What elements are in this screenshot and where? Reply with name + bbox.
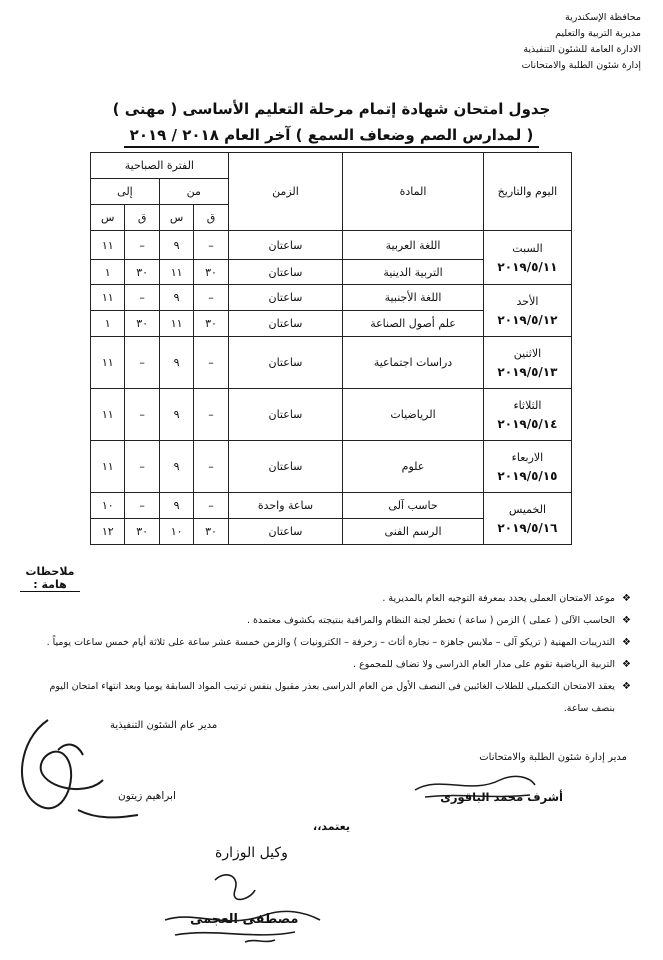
table-row xyxy=(91,231,572,260)
from-hour-cell: ٩ xyxy=(159,493,193,519)
day-date: ٢٠١٩/٥/١١ xyxy=(497,259,558,274)
from-minute-cell: ٣٠ xyxy=(194,260,228,285)
header-line-general-admin: الادارة العامة للشئون التنفيذية xyxy=(523,44,641,55)
day-cell xyxy=(483,441,571,493)
subject-cell: الرياضيات xyxy=(343,389,484,441)
to-minute-cell: – xyxy=(125,231,159,260)
duration-cell: ساعتان xyxy=(228,441,342,493)
table-row xyxy=(91,389,572,441)
duration-cell: ساعتان xyxy=(228,337,342,389)
deputy-minister-name: مصطفى العجمى xyxy=(190,912,299,927)
table-row xyxy=(91,285,572,311)
list-item xyxy=(31,654,631,676)
from-hour-cell: ١٠ xyxy=(159,519,193,545)
to-minute-cell: – xyxy=(125,337,159,389)
right-signatory-name: أشرف محمد الباقورى xyxy=(440,790,563,804)
from-minute-cell: ٣٠ xyxy=(194,519,228,545)
right-signatory-title: مدير إدارة شئون الطلبة والامتحانات xyxy=(479,752,627,763)
day-date: ٢٠١٩/٥/١٤ xyxy=(497,416,558,431)
duration-cell: ساعتان xyxy=(228,260,342,285)
to-minute-cell: ٣٠ xyxy=(125,260,159,285)
header-to-hour: س xyxy=(91,205,125,231)
from-hour-cell: ٩ xyxy=(159,389,193,441)
to-minute-cell: – xyxy=(125,493,159,519)
from-minute-cell: ٣٠ xyxy=(194,311,228,337)
diamond-bullet-icon: ❖ xyxy=(622,681,631,692)
table-row xyxy=(91,337,572,389)
header-to-minute: ق xyxy=(125,205,159,231)
day-name: الاربعاء xyxy=(511,450,544,464)
to-hour-cell: ١ xyxy=(91,260,125,285)
from-hour-cell: ١١ xyxy=(159,260,193,285)
note-text: يعقد الامتحان التكميلى للطلاب الغائبين فى النصف الأول من العام الدراسى بعذر مقبول بنفس ترتيب المواد السابقة يوميا وبعد انتهاء امتحان اليوم بنصف ساعة. xyxy=(49,681,615,714)
from-hour-cell: ٩ xyxy=(159,441,193,493)
day-cell xyxy=(483,389,571,441)
subject-cell: علم أصول الصناعة xyxy=(343,311,484,337)
header-line-exams-admin: إدارة شئون الطلبة والامتحانات xyxy=(521,60,641,71)
from-minute-cell: – xyxy=(194,285,228,311)
to-minute-cell: – xyxy=(125,389,159,441)
list-item xyxy=(31,632,631,654)
day-name: الثلاثاء xyxy=(513,398,542,412)
notes-title: ملاحظات هامة : xyxy=(20,565,80,592)
list-item xyxy=(31,610,631,632)
header-line-governorate: محافظة الإسكندرية xyxy=(564,12,641,23)
from-minute-cell: – xyxy=(194,389,228,441)
header-line-directorate: مديرية التربية والتعليم xyxy=(555,28,641,39)
header-from-hour: س xyxy=(159,205,193,231)
note-text: التربية الرياضية تقوم على مدار العام الدراسى ولا تضاف للمجموع . xyxy=(353,659,615,670)
approval-label: يعتمد،، xyxy=(313,820,350,833)
left-signatory-title: مدير عام الشئون التنفيذية xyxy=(110,720,218,731)
table-row xyxy=(91,493,572,519)
header-morning-period: الفترة الصباحية xyxy=(91,153,229,179)
header-subject: المادة xyxy=(343,153,484,231)
diamond-bullet-icon: ❖ xyxy=(622,593,631,604)
table-row xyxy=(91,441,572,493)
organization-header xyxy=(391,10,641,74)
diamond-bullet-icon: ❖ xyxy=(622,615,631,626)
to-hour-cell: ١١ xyxy=(91,231,125,260)
from-minute-cell: – xyxy=(194,493,228,519)
day-name: السبت xyxy=(512,241,543,255)
day-name: الأحد xyxy=(516,294,539,308)
to-hour-cell: ١١ xyxy=(91,389,125,441)
note-text: التدريبات المهنية ( تريكو آلى – ملابس جاهزة – نجارة أثاث – زخرفة – الكترونيات ) والزمن خمسة عشر ساعة على ثلاثة أيام خمس ساعات يومياً . xyxy=(46,637,615,648)
from-hour-cell: ١١ xyxy=(159,311,193,337)
day-date: ٢٠١٩/٥/١٢ xyxy=(497,312,558,327)
handwritten-signature-deputy xyxy=(155,860,325,950)
from-minute-cell: – xyxy=(194,441,228,493)
note-text: الحاسب الآلى ( عملى ) الزمن ( ساعة ) تخطر لجنة النظام والمراقبة بنتيجته بكشوف معتمدة . xyxy=(246,615,615,626)
duration-cell: ساعتان xyxy=(228,519,342,545)
from-minute-cell: – xyxy=(194,337,228,389)
from-hour-cell: ٩ xyxy=(159,285,193,311)
subject-cell: الرسم الفنى xyxy=(343,519,484,545)
to-minute-cell: – xyxy=(125,285,159,311)
handwritten-signature-left xyxy=(8,700,148,840)
to-minute-cell: ٣٠ xyxy=(125,519,159,545)
subject-cell: دراسات اجتماعية xyxy=(343,337,484,389)
document-subtitle-text: ( لمدارس الصم وضعاف السمع ) آخر العام ٢٠١٨ / ٢٠١٩ xyxy=(124,126,540,148)
list-item xyxy=(31,588,631,610)
subject-cell: اللغة العربية xyxy=(343,231,484,260)
to-hour-cell: ١٠ xyxy=(91,493,125,519)
subject-cell: اللغة الأجنبية xyxy=(343,285,484,311)
to-hour-cell: ١ xyxy=(91,311,125,337)
day-date: ٢٠١٩/٥/١٥ xyxy=(497,468,558,483)
duration-cell: ساعتان xyxy=(228,311,342,337)
header-to: إلى xyxy=(91,179,160,205)
duration-cell: ساعة واحدة xyxy=(228,493,342,519)
to-hour-cell: ١١ xyxy=(91,337,125,389)
exam-schedule-table xyxy=(90,152,572,545)
day-name: الاثنين xyxy=(513,346,542,360)
to-hour-cell: ١١ xyxy=(91,441,125,493)
duration-cell: ساعتان xyxy=(228,389,342,441)
to-hour-cell: ١٢ xyxy=(91,519,125,545)
deputy-minister-title: وكيل الوزارة xyxy=(215,845,288,861)
to-hour-cell: ١١ xyxy=(91,285,125,311)
day-cell xyxy=(483,493,571,545)
document-title: جدول امتحان شهادة إتمام مرحلة التعليم الأساسى ( مهنى ) xyxy=(112,100,551,118)
diamond-bullet-icon: ❖ xyxy=(622,659,631,670)
duration-cell: ساعتان xyxy=(228,285,342,311)
to-minute-cell: – xyxy=(125,441,159,493)
handwritten-signature-right xyxy=(410,765,540,805)
header-from-minute: ق xyxy=(194,205,228,231)
header-from: من xyxy=(159,179,228,205)
document-subtitle xyxy=(0,126,663,144)
day-cell xyxy=(483,337,571,389)
header-day-date: اليوم والتاريخ xyxy=(483,153,571,231)
day-cell xyxy=(483,285,571,337)
subject-cell: التربية الدينية xyxy=(343,260,484,285)
to-minute-cell: ٣٠ xyxy=(125,311,159,337)
subject-cell: حاسب آلى xyxy=(343,493,484,519)
day-name: الخميس xyxy=(508,502,547,516)
note-text: موعد الامتحان العملى يحدد بمعرفة التوجيه العام بالمديرية . xyxy=(382,593,615,604)
from-hour-cell: ٩ xyxy=(159,231,193,260)
day-date: ٢٠١٩/٥/١٣ xyxy=(497,364,558,379)
left-signatory-name: ابراهيم زيتون xyxy=(118,790,176,802)
header-duration: الزمن xyxy=(228,153,342,231)
day-cell xyxy=(483,231,571,285)
duration-cell: ساعتان xyxy=(228,231,342,260)
diamond-bullet-icon: ❖ xyxy=(622,637,631,648)
day-date: ٢٠١٩/٥/١٦ xyxy=(497,520,558,535)
from-hour-cell: ٩ xyxy=(159,337,193,389)
subject-cell: علوم xyxy=(343,441,484,493)
from-minute-cell: – xyxy=(194,231,228,260)
